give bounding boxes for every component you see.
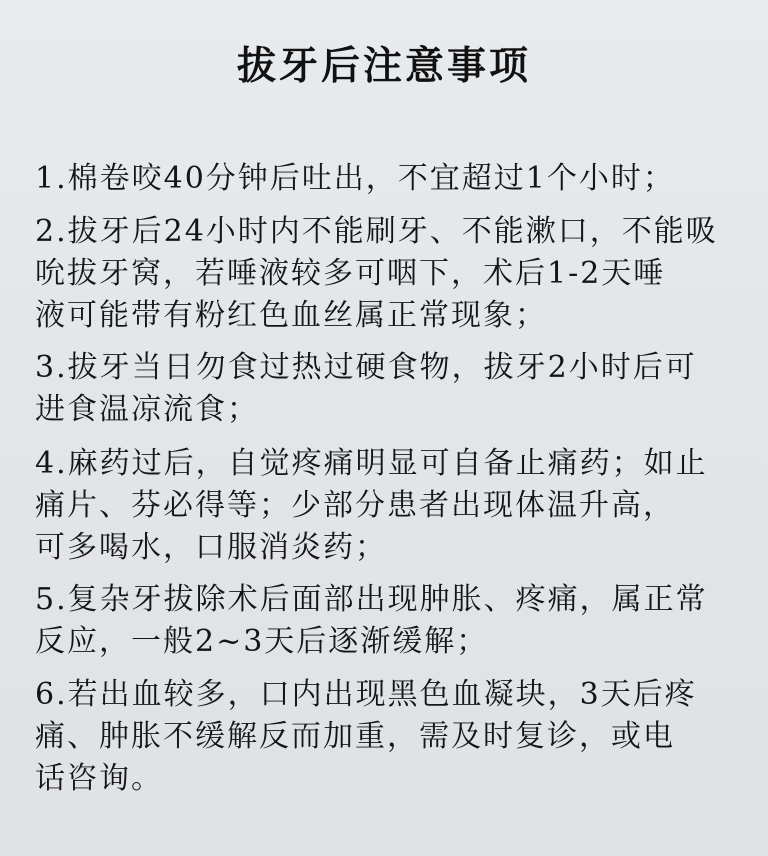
instruction-item-6 — [35, 674, 740, 800]
instruction-2-line-1: 2.拔牙后24小时内不能刷牙、不能漱口，不能吸 — [35, 214, 718, 249]
instruction-5-line-1: 5.复杂牙拔除术后面部出现肿胀、疼痛，属正常 — [35, 582, 708, 617]
instruction-4-line-1: 4.麻药过后，自觉疼痛明显可自备止痛药；如止 — [35, 446, 708, 481]
instruction-6-line-3: 话咨询。 — [35, 761, 163, 796]
item-separator — [35, 200, 740, 211]
document-title: 拔牙后注意事项 — [236, 43, 531, 89]
instruction-item-1 — [35, 158, 740, 200]
item-separator — [35, 431, 740, 443]
item-separator — [35, 337, 740, 347]
instruction-2-line-3: 液可能带有粉红色血丝属正常现象； — [35, 298, 547, 333]
instruction-item-2 — [35, 211, 740, 337]
instruction-4-line-2: 痛片、芬必得等；少部分患者出现体温升高， — [35, 488, 675, 523]
instruction-6-line-1: 6.若出血较多，口内出现黑色血凝块，3天后疼 — [35, 677, 697, 712]
instruction-5-line-2: 反应，一般2~3天后逐渐缓解； — [35, 624, 489, 659]
instruction-1-line-1: 1.棉卷咬40分钟后吐出，不宜超过1个小时； — [35, 161, 675, 196]
item-separator — [35, 569, 740, 579]
instruction-item-5 — [35, 579, 740, 663]
instruction-3-line-2: 进食温凉流食； — [35, 392, 259, 427]
instruction-item-4 — [35, 443, 740, 569]
instructions-list — [35, 158, 740, 800]
instruction-6-line-2: 痛、肿胀不缓解反而加重，需及时复诊，或电 — [35, 719, 675, 754]
instruction-item-3 — [35, 347, 740, 431]
instruction-2-line-2: 吮拔牙窝，若唾液较多可咽下，术后1-2天唾 — [35, 256, 666, 291]
item-separator — [35, 663, 740, 674]
instruction-4-line-3: 可多喝水，口服消炎药； — [35, 530, 387, 565]
instruction-3-line-1: 3.拔牙当日勿食过热过硬食物，拔牙2小时后可 — [35, 350, 697, 385]
